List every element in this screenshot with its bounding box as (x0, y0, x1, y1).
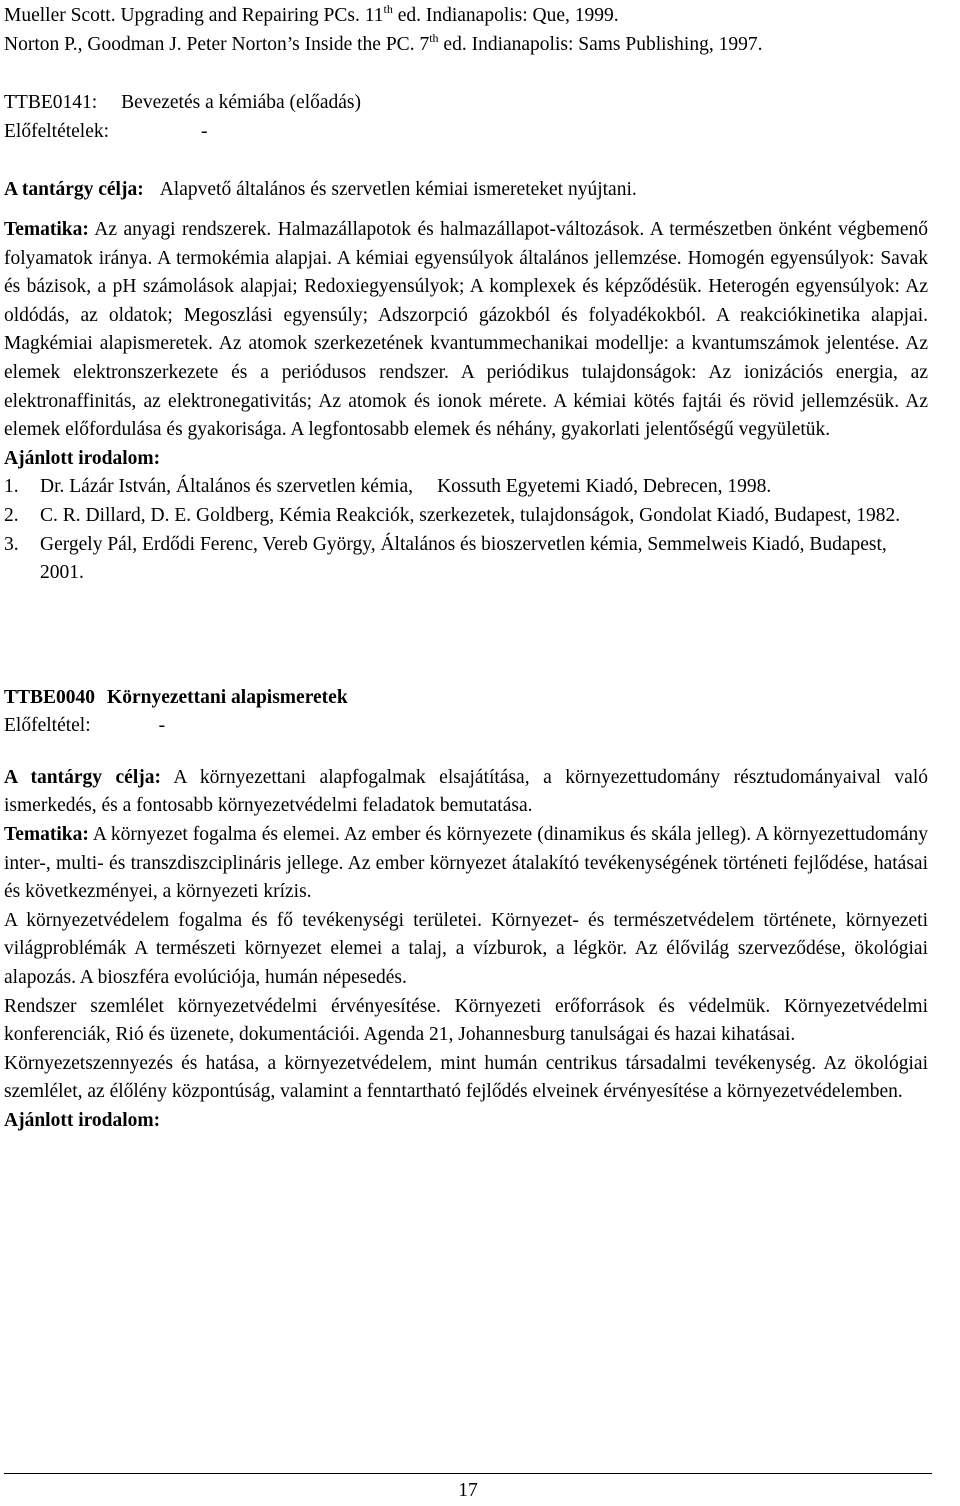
course2-literature-heading: Ajánlott irodalom: (4, 1110, 161, 1131)
course-title: Bevezetés a kémiába (előadás) (121, 92, 361, 114)
prerequisites: Előfeltételek: - (4, 120, 208, 142)
course2-title: Környezettani alapismeretek (107, 686, 348, 708)
course-heading (4, 89, 928, 118)
literature-item-1: 1. Dr. Lázár István, Általános és szervetlen kémia, Kossuth Egyetemi Kiadó, Debrecen, 1998. (4, 476, 772, 498)
course-code: TTBE0141: (4, 92, 98, 114)
literature-item-3: 3. Gergely Pál, Erdődi Ferenc, Vereb György, Általános és bioszervetlen kémia, Semmelweis Kiadó, Budapest, 2001. (4, 533, 887, 584)
recommended-literature-heading: Ajánlott irodalom: (4, 447, 161, 469)
literature-item-2: 2. C. R. Dillard, D. E. Goldberg, Kémia Reakciók, szerkezetek, tulajdonságok, Gondolat Kiadó, Budapest, 1982. (4, 504, 901, 526)
course2-goal: A tantárgy célja: A környezettani alapfogalmak elsajátítása, a környezettudomány résztudományaival való ismerkedés, és a fontosabb környezetvédelmi feladatok bemutatása. (4, 766, 928, 817)
course-goal: A tantárgy célja: Alapvető általános és szervetlen kémiai ismereteket nyújtani. (4, 179, 637, 201)
reference-norton: Norton P., Goodman J. Peter Norton’s Inside the PC. 7th ed. Indianapolis: Sams Publishing, 1997. (4, 30, 763, 55)
course2-paragraph-3: Rendszer szemlélet környezetvédelmi érvényesítése. Környezeti erőforrások és védelmük. Környezetvédelmi konferenciák, Rió és üzenete, dokumentációi. Agenda 21, Johannesburg tanulságai és hazai kihatásai. (4, 995, 928, 1046)
course2-paragraph-4: Környezetszennyezés és hatása, a környezetvédelem, mint humán centrikus társadalmi tevékenység. Az ökológiai szemlélet, az élőlény központúság, valamint a fenntartható fejlődés elveinek érvényesítése a környezetvédelemben. (4, 1052, 928, 1103)
course2-paragraph-2: A környezetvédelem fogalma és fő tevékenységi területei. Környezet- és természetvédelem története, környezeti világproblémák A természeti környezet elemei a talaj, a vízburok, a légkör. Az élővilág szerveződése, ökológiai alapozás. A bioszféra evolúciója, humán népesedés. (4, 909, 928, 989)
page-number: 17 (458, 1480, 478, 1501)
course-topics: Tematika: Az anyagi rendszerek. Halmazállapotok és halmazállapot-változások. A természetben önként végbemenő folyamatok iránya. A termokémia alapjai. A kémiai egyensúlyok általános jellemzése. Homogén egyensúlyok: Savak és bázisok, a pH számolások alapjai; Redoxiegyensúlyok; A komplexek és képződésük. Heterogén egyensúlyok: Az oldódás, az oldatok; Megoszlási egyensúly; Adszorpció gázokból és folyadékokból. A reakciókinetika alapjai. Magkémiai alapismeretek. Az atomok szerkezetének kvantummechanikai modellje: a kvantumszámok jelentése. Az elemek elektronszerkezete és a periódusos rendszer. A periódikus tulajdonságok: Az ionizációs energia, az elektronaffinitás, az elektronegativitás; Az atomok és ionok mérete. A kémiai kötés fajtái és rövid jellemzésük. Az elemek előfordulása és gyakorisága. A legfontosabb elemek és néhány, gyakorlati jelentőségű vegyületük. (4, 218, 928, 441)
reference-mueller: Mueller Scott. Upgrading and Repairing PCs. 11th ed. Indianapolis: Que, 1999. (4, 2, 619, 26)
course2-code: TTBE0040 (4, 686, 96, 708)
course2-topics: Tematika: A környezet fogalma és elemei. Az ember és környezete (dinamikus és skála jelleg). A környezettudomány inter-, multi- és transzdiszciplináris jellege. Az ember környezet átalakító tevékenységének történeti fejlődése, hatásai és következményei, a környezeti krízis. (4, 824, 928, 903)
document-page (4, 2, 928, 1136)
course2-prerequisite: Előfeltétel: - (4, 715, 166, 737)
footer-divider (4, 1473, 932, 1474)
course2-heading (4, 684, 928, 713)
